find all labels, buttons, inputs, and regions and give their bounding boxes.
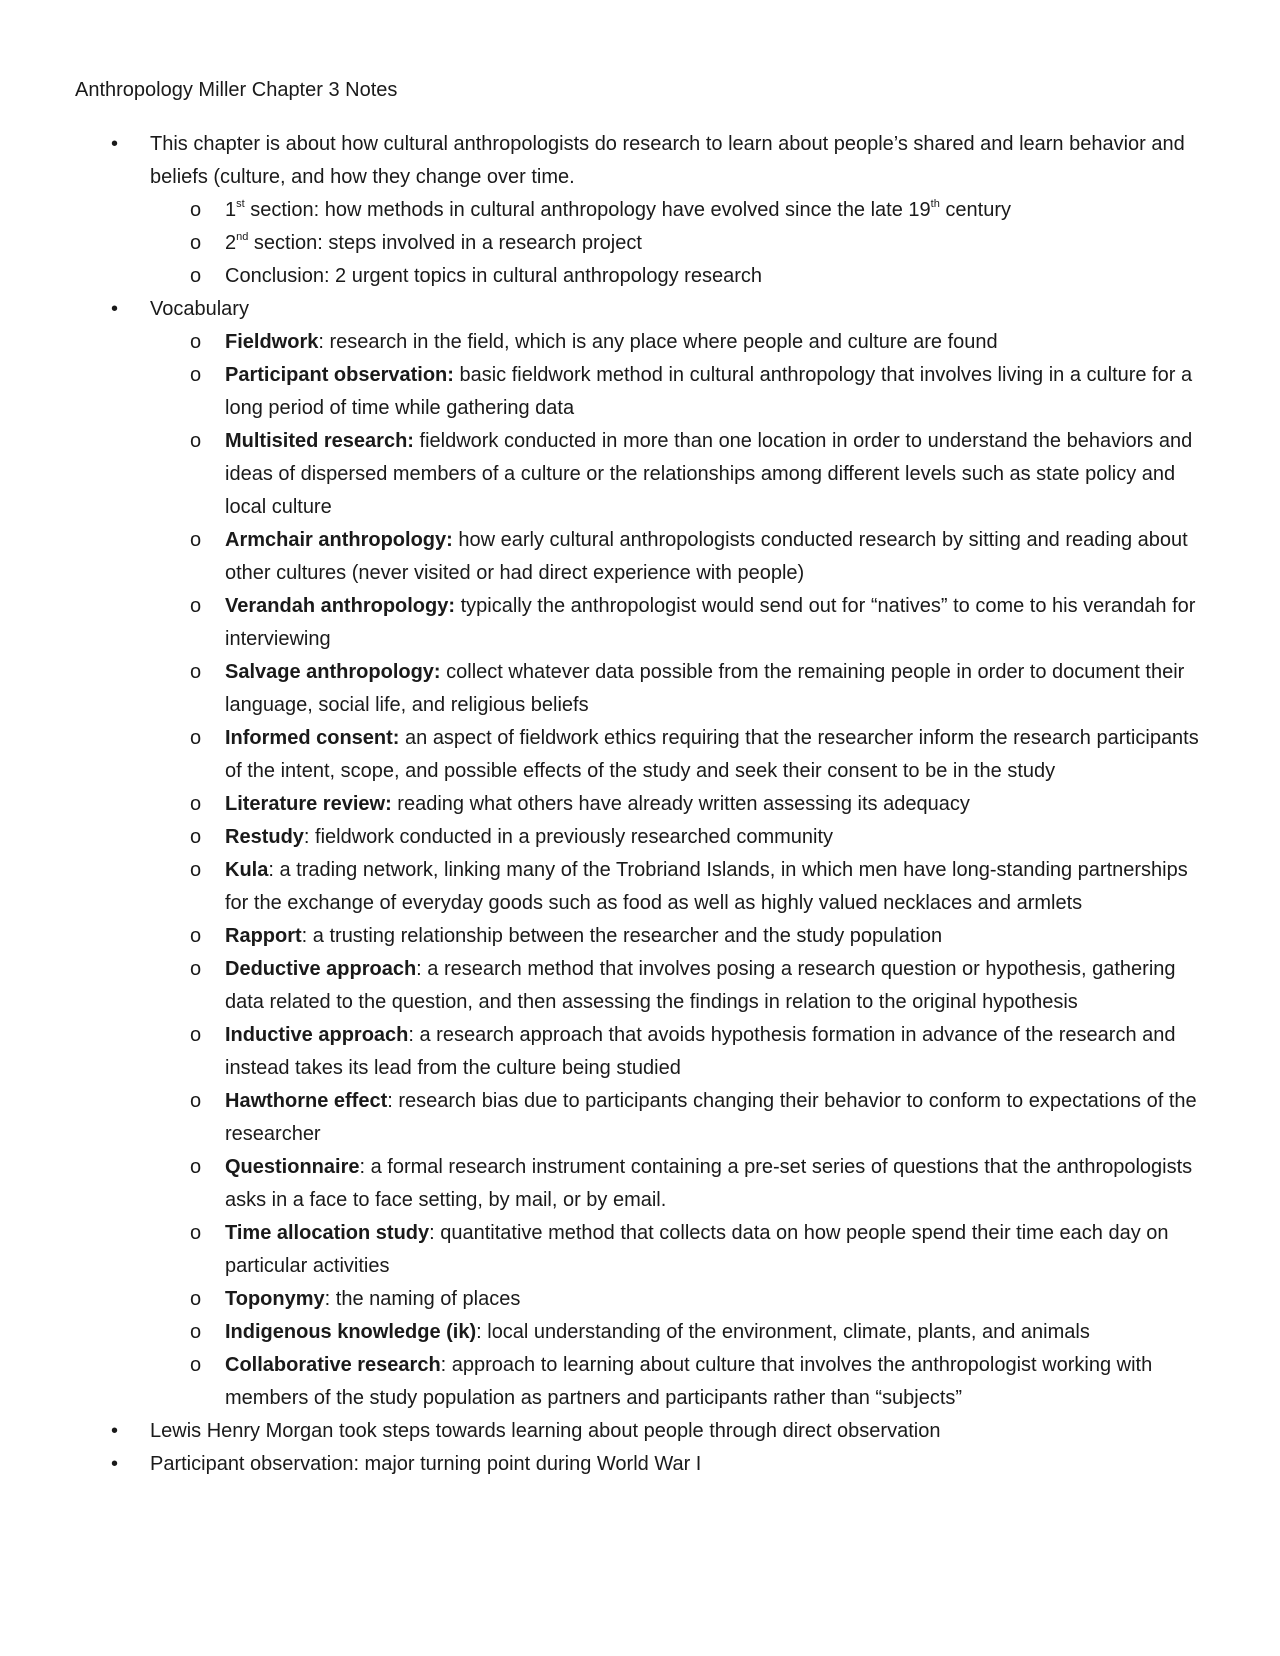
vocab-item (150, 425, 1210, 524)
vocab-definition: a research method that involves posing a research question or hypothesis, gathering data related to the question, and then assessing the findings in relation to the original hypothesis (225, 958, 1176, 1013)
sub-bullet-icon: o (190, 1321, 202, 1343)
list-item-participant-observation (0, 1448, 1280, 1481)
vocab-separator: : (303, 826, 310, 848)
sub-bullet-icon: o (190, 958, 202, 980)
sub-bullet-icon: o (190, 595, 202, 617)
vocab-definition: how early cultural anthropologists conducted research by sitting and reading about other cultures (never visited or had direct experience with people) (225, 529, 1188, 584)
vocab-item (150, 590, 1210, 656)
vocab-term: Questionnaire (225, 1156, 360, 1178)
vocab-term: Salvage anthropology: (225, 661, 441, 683)
sub-bullet-icon: o (190, 364, 202, 386)
vocab-item (150, 1019, 1210, 1085)
vocab-definition: an aspect of fieldwork ethics requiring that the researcher inform the research participants of the intent, scope, and possible effects of the study and seek their consent to be in the study (225, 727, 1199, 782)
vocab-item (150, 722, 1210, 788)
vocab-definition: research bias due to participants changing their behavior to conform to expectations of the researcher (225, 1090, 1197, 1145)
vocabulary-heading: Vocabulary (150, 298, 249, 320)
vocab-separator: : (387, 1090, 393, 1112)
vocab-item (150, 1283, 1210, 1316)
vocab-definition: a research approach that avoids hypothesis formation in advance of the research and instead takes its lead from the culture being studied (225, 1024, 1176, 1079)
section-2-text: section: steps involved in a research project (248, 232, 642, 254)
vocab-term: Armchair anthropology: (225, 529, 453, 551)
vocab-separator: : (324, 1288, 331, 1310)
sub-bullet-icon: o (190, 859, 202, 881)
sub-bullet-icon: o (190, 1090, 202, 1112)
intro-text: This chapter is about how cultural anthropologists do research to learn about people’s shared and learn behavior and beliefs (culture, and how they change over time. (150, 133, 1185, 188)
vocab-item (150, 1316, 1210, 1349)
vocab-separator: : (268, 859, 274, 881)
vocab-item (150, 1217, 1210, 1283)
vocab-separator: : (476, 1321, 482, 1343)
sub-bullet-icon: o (190, 793, 202, 815)
vocab-term: Fieldwork (225, 331, 319, 353)
vocab-separator: : (301, 925, 308, 947)
sub-bullet-icon: o (190, 661, 202, 683)
bullet-icon: • (111, 298, 119, 320)
vocab-term: Participant observation: (225, 364, 454, 386)
intro-sections-list (150, 194, 1210, 293)
vocab-item (150, 359, 1210, 425)
section-item-1 (150, 194, 1210, 227)
vocab-separator: : (429, 1222, 435, 1244)
sub-bullet-icon: o (190, 727, 202, 749)
vocab-item (150, 920, 1210, 953)
section-1-number: 1 (225, 199, 237, 221)
section-item-2 (150, 227, 1210, 260)
list-item-intro (0, 128, 1280, 293)
vocab-term: Inductive approach (225, 1024, 409, 1046)
vocab-separator: : (359, 1156, 366, 1178)
vocab-term: Indigenous knowledge (ik) (225, 1321, 477, 1343)
vocab-term: Time allocation study (225, 1222, 430, 1244)
section-1-century-ordinal: th (930, 198, 940, 210)
sub-bullet-icon: o (190, 232, 202, 254)
sub-bullet-icon: o (190, 199, 202, 221)
vocab-term: Toponymy (225, 1288, 325, 1310)
vocab-definition: research in the field, which is any place where people and culture are found (323, 331, 998, 353)
vocab-definition: the naming of places (330, 1288, 521, 1310)
bullet-icon: • (111, 133, 119, 155)
section-1-ordinal: st (236, 198, 245, 210)
sub-bullet-icon: o (190, 430, 202, 452)
vocab-item (150, 524, 1210, 590)
vocab-definition: local understanding of the environment, climate, plants, and animals (481, 1321, 1090, 1343)
list-item-vocabulary (0, 293, 1280, 1415)
vocabulary-list (150, 326, 1210, 1415)
vocab-term: Deductive approach (225, 958, 417, 980)
vocab-item (150, 821, 1210, 854)
vocab-definition: a formal research instrument containing a pre-set series of questions that the anthropologists asks in a face to face setting, by mail, or by email. (225, 1156, 1193, 1211)
bullet-icon: • (111, 1453, 119, 1475)
vocab-item (150, 1349, 1210, 1415)
list-item-morgan (0, 1415, 1280, 1448)
document-title: Anthropology Miller Chapter 3 Notes (75, 79, 398, 101)
vocab-separator: : (318, 331, 324, 353)
vocab-term: Rapport (225, 925, 302, 947)
vocab-definition: collect whatever data possible from the remaining people in order to document their language, social life, and religious beliefs (225, 661, 1185, 716)
vocab-item (150, 953, 1210, 1019)
vocab-definition: a trading network, linking many of the Trobriand Islands, in which men have long-standing partnerships for the exchange of everyday goods such as food as well as highly valued necklaces and armlets (225, 859, 1188, 914)
vocab-item (150, 326, 1210, 359)
vocab-term: Hawthorne effect (225, 1090, 388, 1112)
vocab-term: Informed consent: (225, 727, 400, 749)
vocab-item (150, 656, 1210, 722)
sub-bullet-icon: o (190, 1024, 202, 1046)
conclusion-text: Conclusion: 2 urgent topics in cultural anthropology research (225, 265, 762, 287)
vocab-term: Literature review: (225, 793, 392, 815)
vocab-definition: typically the anthropologist would send out for “natives” to come to his verandah for interviewing (225, 595, 1196, 650)
vocab-definition: quantitative method that collects data on how people spend their time each day on particular activities (225, 1222, 1169, 1277)
sub-bullet-icon: o (190, 1354, 202, 1376)
sub-bullet-icon: o (190, 1156, 202, 1178)
vocab-definition: fieldwork conducted in more than one location in order to understand the behaviors and ideas of dispersed members of a culture or the relationships among different levels such as state policy and local culture (225, 430, 1193, 518)
vocab-separator: : (408, 1024, 414, 1046)
vocab-item (150, 854, 1210, 920)
sub-bullet-icon: o (190, 529, 202, 551)
vocab-definition: approach to learning about culture that involves the anthropologist working with members of the study population as partners and participants rather than “subjects” (225, 1354, 1153, 1409)
participant-observation-text: Participant observation: major turning point during World War I (150, 1453, 702, 1475)
vocab-term: Collaborative research (225, 1354, 441, 1376)
sub-bullet-icon: o (190, 925, 202, 947)
vocab-separator: : (440, 1354, 447, 1376)
vocab-item (150, 1151, 1210, 1217)
sub-bullet-icon: o (190, 1222, 202, 1244)
sub-bullet-icon: o (190, 1288, 202, 1310)
notes-list (0, 128, 1280, 1481)
vocab-term: Multisited research: (225, 430, 414, 452)
vocab-definition: fieldwork conducted in a previously researched community (309, 826, 834, 848)
sub-bullet-icon: o (190, 331, 202, 353)
vocab-item (150, 788, 1210, 821)
vocab-term: Verandah anthropology: (225, 595, 456, 617)
vocab-item (150, 1085, 1210, 1151)
vocab-definition: basic fieldwork method in cultural anthropology that involves living in a culture for a long period of time while gathering data (225, 364, 1193, 419)
section-2-number: 2 (225, 232, 237, 254)
section-item-conclusion (150, 260, 1210, 293)
sub-bullet-icon: o (190, 826, 202, 848)
section-1-text-end: century (939, 199, 1012, 221)
vocab-term: Kula (225, 859, 269, 881)
vocab-separator: : (416, 958, 422, 980)
vocab-term: Restudy (225, 826, 304, 848)
sub-bullet-icon: o (190, 265, 202, 287)
section-1-text: section: how methods in cultural anthropology have evolved since the late 19 (244, 199, 931, 221)
bullet-icon: • (111, 1420, 119, 1442)
section-2-ordinal: nd (236, 231, 249, 243)
vocab-definition: a trusting relationship between the researcher and the study population (307, 925, 943, 947)
morgan-text: Lewis Henry Morgan took steps towards learning about people through direct observation (150, 1420, 941, 1442)
vocab-definition: reading what others have already written assessing its adequacy (391, 793, 970, 815)
